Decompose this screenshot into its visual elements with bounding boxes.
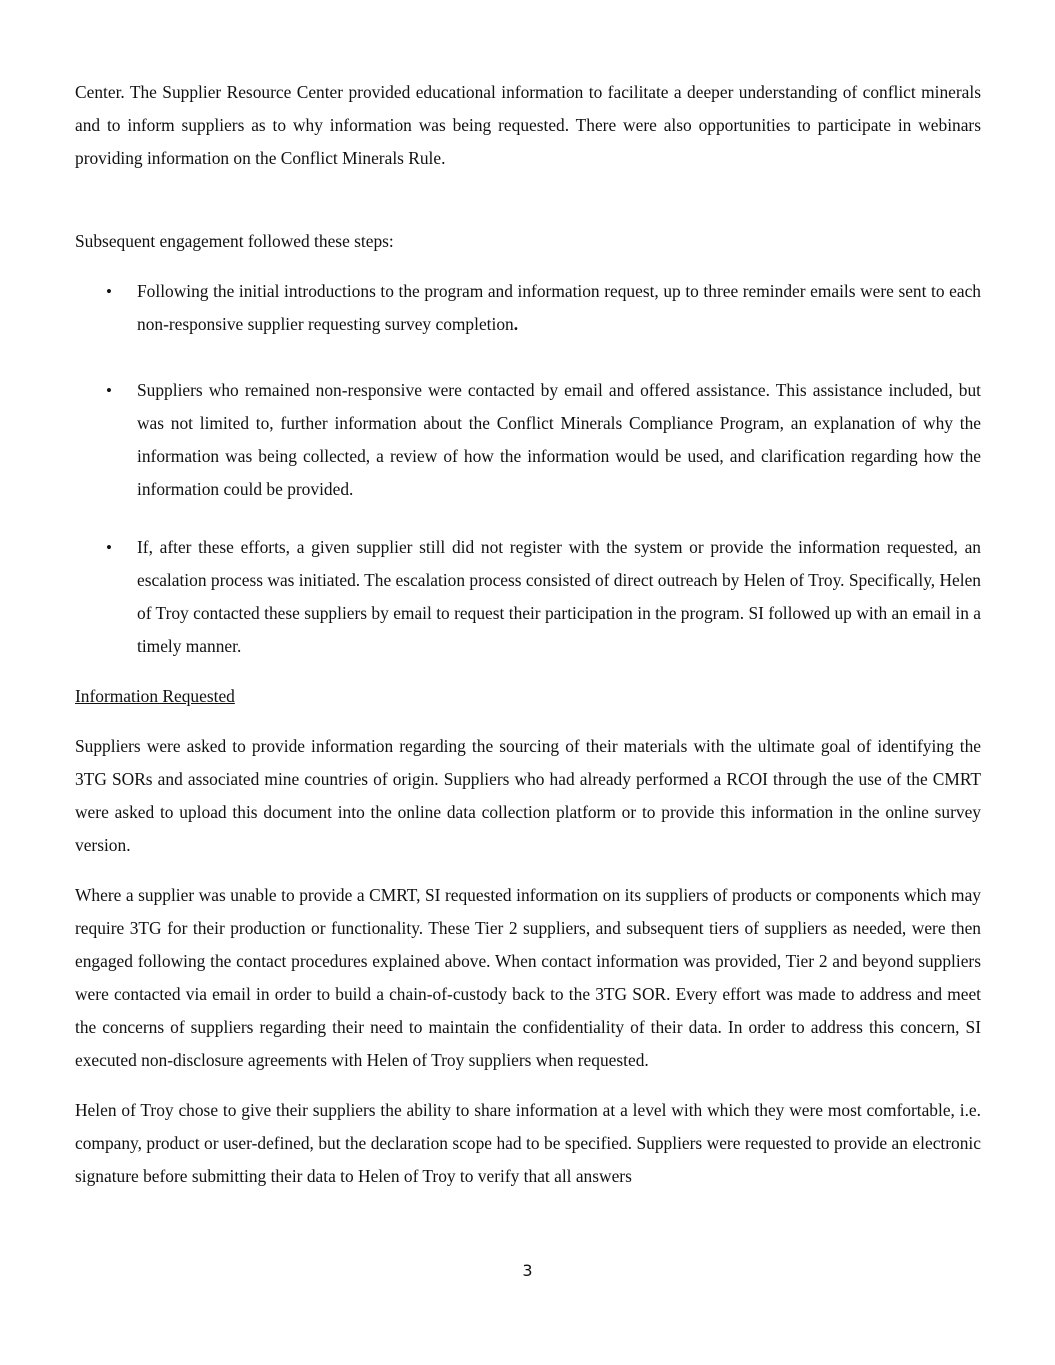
body-paragraph: Suppliers were asked to provide information regarding the sourcing of their materials with the ultimate goal of identifying the 3TG SORs and associated mine countries of origin. Suppliers who had already performed a RCOI through the use of the CMRT were asked to upload this document into the online data collection platform or to provide this information in the online survey version. — [75, 736, 981, 855]
spacer — [75, 175, 981, 208]
bullet-icon: • — [106, 282, 112, 301]
list-item-text: Suppliers who remained non-responsive were contacted by email and offered assistance. This assistance included, but was not limited to, further information about the Conflict Minerals Compliance Program, an explanation of why the information was being collected, a review of how the information would be used, and clarification regarding how the information could be provided. — [137, 380, 981, 499]
list-item-text — [137, 275, 981, 341]
spacer — [75, 862, 981, 879]
body-paragraph: Helen of Troy chose to give their suppliers the ability to share information at a level with which they were most comfortable, i.e. company, product or user-defined, but the declaration scope had to be specified. Suppliers were requested to provide an electronic signature before submitting their data to Helen of Troy to verify that all answers — [75, 1100, 981, 1186]
spacer — [75, 1077, 981, 1094]
steps-list — [75, 275, 981, 663]
spacer — [75, 713, 981, 730]
list-item-trailing: . — [513, 314, 519, 334]
page-number: 3 — [522, 1261, 533, 1280]
document-page — [75, 76, 981, 1193]
list-item-body: Following the initial introductions to the program and information request, up to three reminder emails were sent to each non-responsive supplier requesting survey completion — [137, 281, 981, 334]
bullet-icon: • — [106, 381, 112, 400]
steps-intro: Subsequent engagement followed these steps: — [75, 231, 394, 251]
spacer — [75, 258, 981, 275]
body-paragraph: Where a supplier was unable to provide a CMRT, SI requested information on its suppliers of products or components which may require 3TG for their production or functionality. These Tier 2 suppliers, and subsequent tiers of suppliers as needed, were then engaged following the contact procedures explained above. When contact information was provided, Tier 2 and beyond suppliers were contacted via email in order to build a chain-of-custody back to the 3TG SOR. Every effort was made to address and meet the concerns of suppliers regarding their need to maintain the confidentiality of their data. In order to address this concern, SI executed non-disclosure agreements with Helen of Troy suppliers when requested. — [75, 885, 981, 1070]
list-item-text: If, after these efforts, a given supplier still did not register with the system or provide the information requested, an escalation process was initiated. The escalation process consisted of direct outreach by Helen of Troy. Specifically, Helen of Troy contacted these suppliers by email to request their participation in the program. SI followed up with an email in a timely manner. — [137, 537, 981, 656]
spacer — [75, 208, 981, 225]
section-heading: Information Requested — [75, 686, 235, 706]
spacer — [75, 663, 981, 680]
bullet-icon: • — [106, 538, 112, 557]
intro-paragraph: Center. The Supplier Resource Center provided educational information to facilitate a deeper understanding of conflict minerals and to inform suppliers as to why information was being requested. There were also opportunities to participate in webinars providing information on the Conflict Minerals Rule. — [75, 82, 981, 168]
list-item — [75, 531, 981, 663]
list-item — [75, 374, 981, 506]
list-item — [75, 275, 981, 341]
